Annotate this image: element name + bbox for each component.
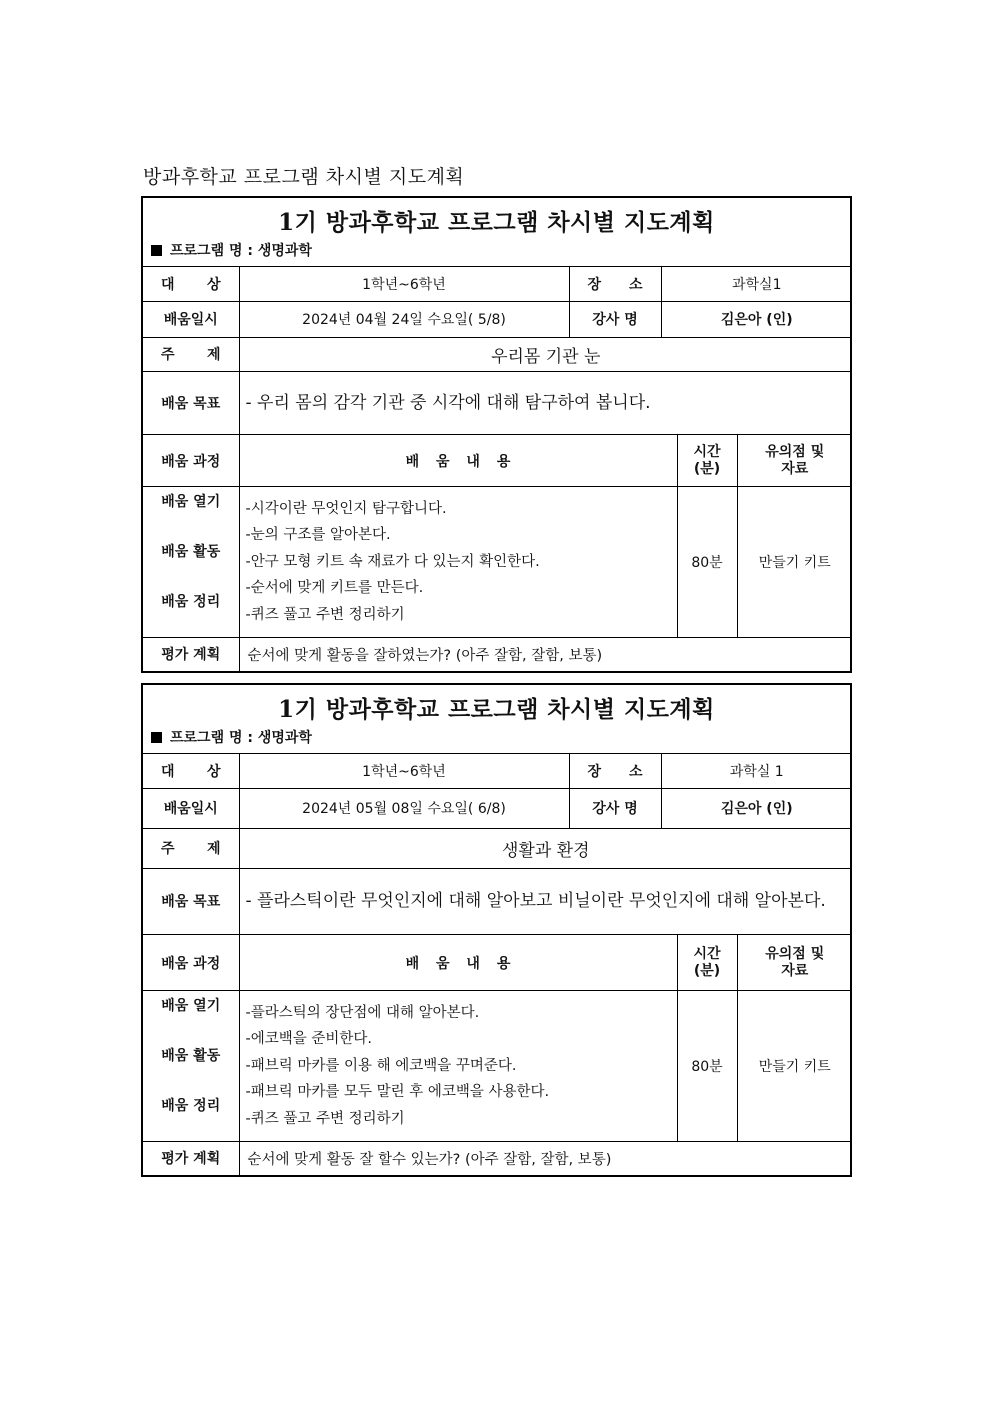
step-item: -에코백을 준비한다. [245, 1031, 373, 1048]
process-table [143, 934, 852, 1175]
plan-title: 1기 방과후학교 프로그램 차시별 지도계획 [278, 696, 715, 723]
stage-label: 배움 정리 [161, 594, 221, 610]
teacher-value: 김은아 (인) [661, 301, 852, 337]
stage-label: 배움 활동 [161, 544, 221, 560]
stage-list [143, 487, 239, 638]
step-item: -안구 모형 키트 속 재료가 다 있는지 확인한다. [245, 553, 540, 570]
place-label: 장 소 [587, 763, 643, 780]
topic-label: 주 제 [161, 347, 221, 363]
teacher-label: 강사 명 [569, 301, 661, 337]
notes-label: 유의점 및 자료 [737, 935, 852, 991]
topic-value: 우리몸 기관 눈 [239, 337, 852, 371]
goal-label: 배움 목표 [143, 371, 239, 434]
target-value: 1학년~6학년 [239, 267, 569, 301]
time-label: 시간 (분) [677, 935, 737, 991]
eval-value: 순서에 맞게 활동을 잘하였는가? (아주 잘함, 잘함, 보통) [239, 638, 852, 671]
date-label: 배움일시 [143, 788, 239, 828]
lesson-plan-card [141, 683, 852, 1177]
step-list [239, 991, 677, 1142]
process-table [143, 434, 852, 671]
stage-label: 배움 정리 [161, 1098, 221, 1114]
goal-label: 배움 목표 [143, 868, 239, 934]
document-heading: 방과후학교 프로그램 차시별 지도계획 [143, 166, 465, 188]
target-label: 대 상 [161, 276, 221, 293]
lesson-plan-card [141, 196, 852, 673]
target-label: 대 상 [161, 763, 221, 780]
plan-title: 1기 방과후학교 프로그램 차시별 지도계획 [278, 209, 715, 236]
stage-label: 배움 활동 [161, 1048, 221, 1064]
step-item: -패브릭 마카를 이용 해 에코백을 꾸며준다. [245, 1057, 517, 1074]
goal-value: - 우리 몸의 감각 기관 중 시각에 대해 탐구하여 봅니다. [239, 371, 852, 434]
time-value: 80분 [677, 991, 737, 1142]
date-value: 2024년 05월 08일 수요일( 6/8) [239, 788, 569, 828]
topic-value: 생활과 환경 [239, 828, 852, 868]
time-label: 시간 (분) [677, 435, 737, 487]
process-label: 배움 과정 [143, 435, 239, 487]
program-name: 프로그램 명 : 생명과학 [170, 730, 312, 746]
step-item: -순서에 맞게 키트를 만든다. [245, 580, 424, 597]
place-label: 장 소 [587, 276, 643, 293]
step-item: -퀴즈 풀고 주변 정리하기 [245, 1110, 405, 1127]
stage-list [143, 991, 239, 1142]
step-list [239, 487, 677, 638]
teacher-value: 김은아 (인) [661, 788, 852, 828]
stage-label: 배움 열기 [161, 494, 221, 510]
program-name: 프로그램 명 : 생명과학 [170, 243, 312, 259]
plan-table [143, 267, 852, 434]
step-item: -패브릭 마카를 모두 말린 후 에코백을 사용한다. [245, 1084, 550, 1101]
place-value: 과학실 1 [661, 754, 852, 788]
content-label: 배 움 내 용 [239, 935, 677, 991]
date-value: 2024년 04월 24일 수요일( 5/8) [239, 301, 569, 337]
teacher-label: 강사 명 [569, 788, 661, 828]
step-item: -눈의 구조를 알아본다. [245, 527, 391, 544]
program-name-line [143, 236, 850, 267]
square-bullet-icon [151, 245, 162, 256]
target-value: 1학년~6학년 [239, 754, 569, 788]
place-value: 과학실1 [661, 267, 852, 301]
goal-value: - 플라스틱이란 무엇인지에 대해 알아보고 비닐이란 무엇인지에 대해 알아본다. [239, 868, 852, 934]
step-item: -플라스틱의 장단점에 대해 알아본다. [245, 1004, 480, 1021]
notes-value: 만들기 키트 [737, 487, 852, 638]
program-name-line [143, 723, 850, 754]
step-item: -퀴즈 풀고 주변 정리하기 [245, 606, 405, 623]
square-bullet-icon [151, 732, 162, 743]
step-item: -시각이란 무엇인지 탐구합니다. [245, 500, 447, 517]
time-value: 80분 [677, 487, 737, 638]
topic-label: 주 제 [161, 841, 221, 857]
notes-value: 만들기 키트 [737, 991, 852, 1142]
plan-table [143, 754, 852, 934]
process-label: 배움 과정 [143, 935, 239, 991]
stage-label: 배움 열기 [161, 998, 221, 1014]
notes-label: 유의점 및 자료 [737, 435, 852, 487]
eval-label: 평가 계획 [143, 638, 239, 671]
date-label: 배움일시 [143, 301, 239, 337]
eval-label: 평가 계획 [143, 1142, 239, 1175]
content-label: 배 움 내 용 [239, 435, 677, 487]
eval-value: 순서에 맞게 활동 잘 할수 있는가? (아주 잘함, 잘함, 보통) [239, 1142, 852, 1175]
